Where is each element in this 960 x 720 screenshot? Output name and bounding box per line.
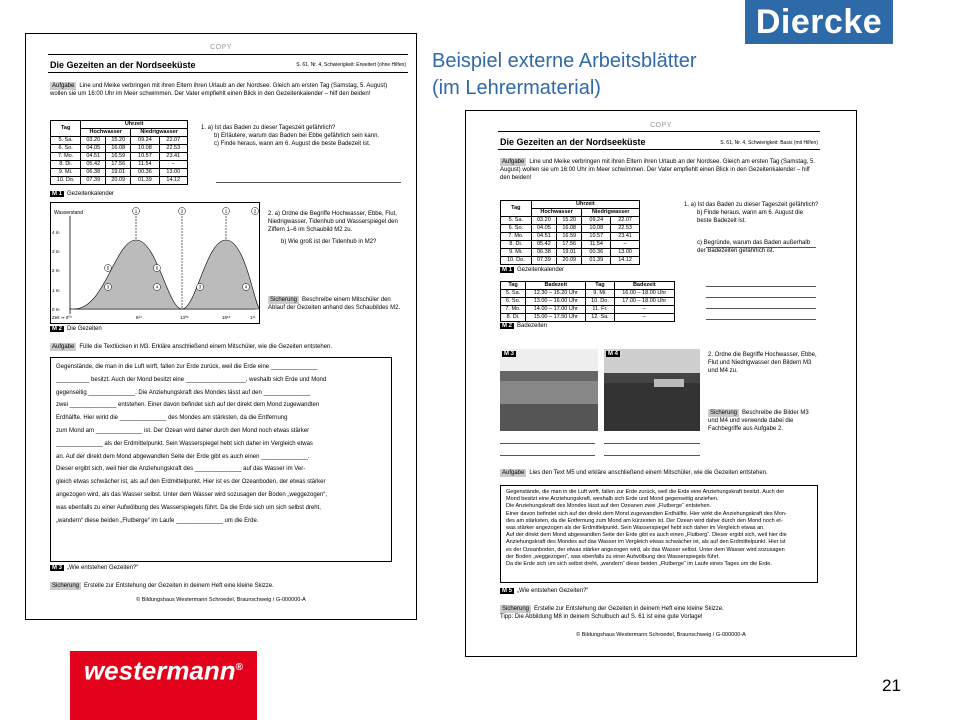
worksheet-title: Die Gezeiten an der Nordseeküste — [500, 137, 646, 147]
text-line: Einer davon befindet sich auf der direkt dem Mond zugewandten Erdhälfte. Hier wirkt die Anziehungskraft des Mon- — [506, 510, 787, 517]
table-cell: 10. Do. — [586, 298, 614, 306]
table-cell: 10. Do. — [501, 257, 532, 265]
table-cell: 04.51 — [531, 233, 556, 241]
table-row — [501, 217, 640, 225]
text-line: was stärker angezogen als der Erdmittelpunkt. Sein Wasserspiegel hebt sich daher im Vergleich etwas an. — [506, 525, 765, 532]
text-line: Da die Erde sich um sich selbst dreht, „wandern“ diese beiden „Flutberge“ im Laufe eines Tages um die Erde. — [506, 561, 772, 568]
tide-table — [50, 120, 188, 185]
text-line: angezogen wird, als das Wasser selbst. Unter dem Wasser wird sozusagen der Boden „weggezogen“, — [56, 491, 328, 498]
diagram-ytick: 0 m — [52, 307, 60, 312]
task-1a: 1. a) Ist das Baden zu dieser Tageszeit gefährlich? — [201, 125, 336, 131]
text-line: Anziehungskraft des Mondes auf das Wasser im Vergleich etwas schwächer ist, als auf den Erdmittelpunkt. Hier ist — [506, 539, 786, 546]
worksheet-title: Die Gezeiten an der Nordseeküste — [50, 60, 196, 70]
text-line: der Boden „weggezogen“, was ebenfalls zu einer Aufwölbung des Wasserspiegels führt. — [506, 553, 720, 560]
th-niedrigwasser: Niedrigwasser — [582, 209, 640, 217]
table-row — [501, 290, 675, 298]
harbor-photo-m3-image — [500, 349, 598, 431]
table-cell: 7. Mo. — [501, 233, 532, 241]
table-cell: 16.00 – 18.00 Uhr — [614, 290, 675, 298]
table-cell: 17.56 — [106, 161, 131, 169]
diagram-marker — [133, 208, 140, 215]
sicherung-1 — [268, 296, 403, 312]
sicherung-1-text: Beschreibe einem Mitschüler den Ablauf der Gezeiten anhand des Schaubildes M2. — [268, 297, 401, 311]
text-line: an. Auf der direkt dem Mond abgewandten Seite der Erde gibt es auch einen ______________. — [56, 453, 310, 460]
table-row — [51, 145, 188, 153]
table-cell: – — [614, 306, 675, 314]
table-cell: 9. Mi. — [501, 249, 532, 257]
sicherung-2: Sicherung Erstelle zur Entstehung der Gezeiten in deinem Heft eine kleine Skizze. — [52, 583, 274, 589]
aufgabe-tag: Aufgabe — [52, 83, 75, 89]
table-row — [501, 257, 640, 265]
th-tag-2: Tag — [586, 282, 614, 290]
worksheet-footer: © Bildungshaus Westermann Schroedel, Braunschweig / G-000000-A — [576, 632, 746, 638]
table-row — [501, 241, 640, 249]
svg-text:4: 4 — [155, 284, 159, 290]
diagram-marker — [197, 284, 204, 291]
intro-paragraph: Line und Meike verbringen mit ihren Eltern ihren Urlaub an der Nordsee. Gleich am ersten Tag (Samstag, 5. August) wollen sie um 16:00 Uhr im Meer schwimmen. Der Vater empfiehlt einen Blick in den Gezeitenkalender – hilf den beiden! — [50, 83, 388, 97]
task-2b: b) Wie groß ist der Tidenhub in M2? — [281, 239, 377, 245]
text-line: gleich etwas schwächer ist, als auf den Erdmittelpunkt. Hier ist es der Ozeanboden, der etwas stärker — [56, 479, 326, 486]
gap-text-box — [50, 357, 392, 562]
th-uhrzeit: Uhrzeit — [531, 201, 639, 209]
table-row — [501, 306, 675, 314]
sicherung-2-text: Erstelle zur Entstehung der Gezeiten in deinem Heft eine kleine Skizze. — [534, 606, 724, 612]
diagram-ytick: 4 m — [52, 230, 60, 235]
diagram-marker — [223, 208, 230, 215]
table-cell: 7. Mo. — [51, 153, 81, 161]
task-1b: b) Finde heraus, wann am 6. August die beste Badezeit ist. — [697, 210, 804, 224]
table-cell: 10.08 — [131, 145, 159, 153]
table-cell: 6. So. — [501, 298, 526, 306]
text-line: Gegenstände, die man in die Luft wirft, fallen zur Erde zurück, weil die Erde eine ______________ — [56, 364, 318, 370]
table-cell: 04.05 — [531, 225, 556, 233]
th-badezeit: Badezeit — [526, 282, 586, 290]
harbor-photo-m4-image — [604, 349, 700, 431]
table-cell: 14.12 — [611, 257, 640, 265]
table-cell: 09.24 — [131, 137, 159, 145]
table-row — [501, 249, 640, 257]
table-row — [51, 161, 188, 169]
table-cell: 9. Mi. — [586, 290, 614, 298]
m2-label: M 2 Die Gezeiten — [52, 326, 102, 332]
text-line: zwei ______________ entstehen. Einer davon befindet sich auf der direkt dem Mond zugewandten — [56, 402, 320, 409]
text-line: Erdhälfte. Hier wirkt die ______________ des Mondes am stärksten, da die Entfernung — [56, 415, 288, 422]
westermann-logo-text: westermann — [83, 655, 236, 686]
table-cell: 11.54 — [582, 241, 611, 249]
table-cell: 16.08 — [106, 145, 131, 153]
table-cell: 20.09 — [106, 177, 131, 185]
slide-headline — [432, 48, 697, 102]
table-cell: 11. Fr. — [586, 306, 614, 314]
page-number: 21 — [882, 676, 901, 695]
text-line: es der Ozeanboden, der etwas stärker angezogen wird, als das Wasser selbst. Unter dem Wasser wird sozusagen — [506, 546, 785, 553]
table-cell: 16.08 — [557, 225, 582, 233]
diagram-ytick: 2 m — [52, 268, 60, 273]
harbor-photo-m4 — [604, 349, 700, 431]
table-cell: 12.30 – 15.20 Uhr — [526, 290, 586, 298]
westermann-logo — [70, 651, 257, 720]
bade-table — [500, 281, 675, 322]
table-cell: 16.59 — [106, 153, 131, 161]
table-cell: 14.00 – 17.00 Uhr — [526, 306, 586, 314]
aufgabe-2-text: Lies den Text M5 und erkläre anschließend einem Mitschüler, wie die Gezeiten entstehen. — [529, 470, 768, 476]
worksheet-basic — [465, 110, 857, 657]
sicherung-1: Sicherung Beschreibe die Bilder M3 und M4 und verwende dabei die Fachbegriffe aus Aufgabe 2. — [708, 410, 809, 432]
table-cell: 04.51 — [81, 153, 106, 161]
table-cell: 6. So. — [501, 225, 532, 233]
task-1b: b) Erläutere, warum das Baden bei Ebbe gefährlich sein kann. — [214, 133, 380, 139]
th-niedrigwasser: Niedrigwasser — [131, 129, 188, 137]
table-cell: 01.39 — [582, 257, 611, 265]
svg-text:5: 5 — [106, 265, 110, 271]
table-cell: 01.39 — [131, 177, 159, 185]
table-cell: 9. Mi. — [51, 169, 81, 177]
th-badezeit-2: Badezeit — [614, 282, 675, 290]
table-cell: 13.00 – 16.00 Uhr — [526, 298, 586, 306]
table-cell: 17.56 — [557, 241, 582, 249]
diagram-marker — [105, 265, 112, 272]
diagram-marker — [154, 284, 161, 291]
table-row — [51, 177, 188, 185]
table-cell: 19.01 — [106, 169, 131, 177]
table-cell: 09.24 — [582, 217, 611, 225]
task-1a: 1. a) Ist das Baden zu dieser Tageszeit gefährlich? — [684, 202, 819, 208]
table-cell: 22.07 — [159, 137, 187, 145]
table-cell: 07.39 — [81, 177, 106, 185]
table-cell: 22.07 — [611, 217, 640, 225]
table-cell: 05.42 — [531, 241, 556, 249]
table-cell: 12. Sa. — [586, 314, 614, 322]
text-line: zum Mond am ______________ ist. Der Ozean wird daher durch den Mond noch etwas stärker — [56, 427, 310, 434]
table-cell: 23.41 — [611, 233, 640, 241]
table-cell: 10.57 — [131, 153, 159, 161]
table-row — [501, 225, 640, 233]
task-1c: c) Finde heraus, wann am 6. August die beste Badezeit ist. — [214, 141, 371, 147]
table-row — [51, 137, 188, 145]
table-cell: 16.59 — [557, 233, 582, 241]
diercke-logo: Diercke — [745, 0, 893, 44]
sicherung-1-text: Beschreibe die Bilder M3 und M4 und verwende dabei die Fachbegriffe aus Aufgabe 2. — [708, 410, 809, 432]
table-cell: 19.01 — [557, 249, 582, 257]
table-cell: 8. Di. — [51, 161, 81, 169]
table-row — [501, 314, 675, 322]
text-line: Die Anziehungskraft des Mondes lässt auf den Ozeanen zwei „Flutberge“ entstehen. — [506, 503, 712, 510]
text-line: Gegenstände, die man in die Luft wirft, fallen zur Erde zurück, weil die Erde eine Anziehungskraft besitzt. Auch der — [506, 489, 785, 495]
aufgabe-2-text: Fülle die Textlücken in M3. Erkläre anschließend einem Mitschüler, wie die Gezeiten entstehen. — [79, 344, 333, 350]
diagram-ylabel: Wasserstand — [54, 210, 83, 216]
table-cell: 11.54 — [131, 161, 159, 169]
diagram-marker — [105, 284, 112, 291]
table-cell: 8. Di. — [501, 314, 526, 322]
worksheet-footer: © Bildungshaus Westermann Schroedel, Braunschweig / G-000000-A — [136, 597, 306, 603]
table-cell: 10. Do. — [51, 177, 81, 185]
table-cell: 17.00 – 18.00 Uhr — [614, 298, 675, 306]
diagram-marker — [179, 208, 186, 215]
table-cell: 03.20 — [531, 217, 556, 225]
aufgabe-2: Aufgabe Fülle die Textlücken in M3. Erkläre anschließend einem Mitschüler, wie die Gezeiten entstehen. — [52, 344, 333, 350]
table-cell: 00.36 — [131, 169, 159, 177]
diagram-xtick: 1¹¹ — [250, 315, 256, 320]
text-line: __________ besitzt. Auch der Mond besitzt eine __________________, weshalb sich Erde und Mond — [56, 376, 327, 383]
table-cell: 5. Sa. — [501, 217, 532, 225]
intro-text: Aufgabe Line und Meike verbringen mit ihren Eltern ihren Urlaub an der Nordsee. Gleich am ersten Tag (Samstag, 5. August) wollen sie um 16:00 Uhr im Meer schwimmen. Der Vater empfiehlt einen Blick in den Gezeitenkalender – hilf den beiden! — [500, 159, 816, 181]
text-line: Dieser ergibt sich, weil hier die Anziehungskraft des ______________ auf das Wasser im Ver- — [56, 466, 306, 473]
task-2 — [268, 210, 403, 246]
svg-text:1: 1 — [224, 208, 228, 214]
m2-label: M 2 Badezeiten — [502, 323, 548, 329]
intro-text — [50, 82, 405, 98]
diagram-xtick: 13⁰⁶ — [180, 315, 189, 320]
svg-text:3: 3 — [106, 284, 110, 290]
harbor-photo-m3 — [500, 349, 598, 431]
svg-text:2: 2 — [180, 208, 184, 214]
diagram-marker — [154, 265, 161, 272]
table-row — [501, 298, 675, 306]
text-line: gegenseitig ______________. Die Anziehungskraft des Mondes lässt auf den ______________ — [56, 389, 311, 396]
sicherung-tag: Sicherung — [270, 297, 298, 303]
text-line: Mond besitzt eine Anziehungskraft, weshalb sich Erde und Mond gegenseitig anziehen. — [506, 496, 719, 503]
table-cell: – — [611, 241, 640, 249]
th-hochwasser: Hochwasser — [81, 129, 131, 137]
table-cell: 20.09 — [557, 257, 582, 265]
table-cell: 07.39 — [531, 257, 556, 265]
svg-text:4: 4 — [244, 284, 248, 290]
text-line: was ebenfalls zu einer Aufwölbung des Wasserspiegels führt. Da die Erde sich um sich selbst dreht, — [56, 504, 321, 511]
th-tag: Tag — [501, 282, 526, 290]
table-cell: 10.57 — [582, 233, 611, 241]
diagram-ytick: 1 m — [52, 288, 60, 293]
svg-text:3: 3 — [198, 284, 202, 290]
th-tag: Tag — [51, 121, 81, 137]
table-row — [501, 233, 640, 241]
task-2a: 2. a) Ordne die Begriffe Hochwasser, Ebbe, Flut, Niedrigwasser, Tidenhub und Wasserspiegel den Ziffern 1–6 im Schaubild M2 zu. — [268, 211, 398, 233]
table-cell: 05.42 — [81, 161, 106, 169]
table-cell: 00.36 — [582, 249, 611, 257]
table-cell: 04.05 — [81, 145, 106, 153]
worksheet-reference: S. 61, Nr. 4, Schwierigkeit: Basis (mit Hilfen) — [720, 140, 818, 146]
diagram-xtick: 18¹⁸ — [222, 315, 231, 320]
worksheet-reference: S. 61, Nr. 4, Schwierigkeit: Erweitert (ohne Hilfen) — [296, 62, 406, 68]
diagram-ytick: 3 m — [52, 249, 60, 254]
headline-line-1: Beispiel externe Arbeitsblätter — [432, 50, 697, 72]
sicherung-2: Sicherung Erstelle zur Entstehung der Gezeiten in deinem Heft eine kleine Skizze. Tipp: Die Abbildung M8 in deinem Schulbuch auf S. 61 ist eine gute Vorlage! — [500, 605, 820, 621]
table-cell: 03.20 — [81, 137, 106, 145]
text-line: Auf der direkt dem Mond abgewandten Seite der Erde gibt es auch einen „Flutberg“. Dieser ergibt sich, weil hier die — [506, 532, 787, 539]
tipp-text: Tipp: Die Abbildung M8 in deinem Schulbuch auf S. 61 ist eine gute Vorlage! — [500, 614, 703, 620]
table-cell: 5. Sa. — [501, 290, 526, 298]
task-1 — [201, 124, 401, 148]
text-line: ______________ als der Erdmittelpunkt. Sein Wasserspiegel hebt sich daher im Vergleich etwas — [56, 440, 313, 447]
aufgabe-2: Aufgabe Lies den Text M5 und erkläre anschließend einem Mitschüler, wie die Gezeiten entstehen. — [502, 470, 768, 476]
svg-text:2: 2 — [253, 208, 257, 214]
table-cell: 13.00 — [159, 169, 187, 177]
table-row — [51, 153, 188, 161]
table-cell: 15.00 – 17.50 Uhr — [526, 314, 586, 322]
m3-label: M 3 „Wie entstehen Gezeiten?“ — [52, 565, 139, 571]
table-cell: 5. Sa. — [51, 137, 81, 145]
m3-box: M 3 — [504, 351, 515, 357]
table-cell: 7. Mo. — [501, 306, 526, 314]
table-cell: – — [159, 161, 187, 169]
copy-watermark: COPY — [650, 122, 672, 129]
table-row — [51, 169, 188, 177]
table-cell: 10.08 — [582, 225, 611, 233]
th-uhrzeit: Uhrzeit — [81, 121, 188, 129]
headline-line-2: (im Lehrermaterial) — [432, 77, 601, 99]
table-cell: 13.00 — [611, 249, 640, 257]
task-1c: c) Begründe, warum das Baden außerhalb der Badezeiten gefährlich ist. — [697, 240, 811, 254]
tide-diagram — [50, 202, 260, 324]
explanation-text-box — [500, 485, 818, 583]
diagram-marker — [243, 284, 250, 291]
diagram-xtick: Zeit ⇒ 0⁰⁰ — [52, 315, 72, 320]
th-tag: Tag — [501, 201, 532, 217]
m4-box: M 4 — [608, 351, 619, 357]
table-cell: 06.38 — [531, 249, 556, 257]
tide-table — [500, 200, 640, 265]
table-cell: 06.38 — [81, 169, 106, 177]
diagram-xtick: 6²⁴ — [136, 315, 142, 320]
table-cell: – — [614, 314, 675, 322]
table-cell: 15.20 — [557, 217, 582, 225]
registered-mark: ® — [235, 662, 244, 673]
table-cell: 15.20 — [106, 137, 131, 145]
task-2: 2. Ordne die Begriffe Hochwasser, Ebbe, Flut und Niedrigwasser den Bildern M3 und M4 zu. — [708, 352, 817, 374]
svg-text:6: 6 — [155, 265, 159, 271]
m1-label: M 1 Gezeitenkalender — [502, 267, 565, 273]
text-line: des am stärksten, da die Entfernung zum Mond am kürzesten ist. Der Ozean wird daher durch den Mond noch et- — [506, 517, 783, 524]
sicherung-2-text: Erstelle zur Entstehung der Gezeiten in deinem Heft eine kleine Skizze. — [84, 583, 274, 589]
table-cell: 22.53 — [159, 145, 187, 153]
m1-label: M 1 Gezeitenkalender — [52, 191, 115, 197]
table-cell: 23.41 — [159, 153, 187, 161]
diagram-marker — [252, 208, 259, 215]
worksheet-extended — [25, 33, 417, 620]
th-hochwasser: Hochwasser — [531, 209, 582, 217]
table-cell: 14.12 — [159, 177, 187, 185]
m5-label: M 5 „Wie entstehen Gezeiten?“ — [502, 588, 589, 594]
copy-watermark: COPY — [210, 44, 232, 51]
intro-paragraph: Line und Meike verbringen mit ihren Eltern ihren Urlaub an der Nordsee. Gleich am ersten Tag (Samstag, 5. August) wollen sie um 16:00 Uhr im Meer schwimmen. Der Vater empfiehlt einen Blick in den Gezeitenkalender – hilf den beiden! — [500, 159, 816, 181]
table-cell: 6. So. — [51, 145, 81, 153]
svg-text:1: 1 — [134, 208, 138, 214]
table-cell: 8. Di. — [501, 241, 532, 249]
text-line: „wandern“ diese beiden „Flutberge“ im Laufe ______________ um die Erde. — [56, 517, 259, 524]
table-cell: 22.53 — [611, 225, 640, 233]
